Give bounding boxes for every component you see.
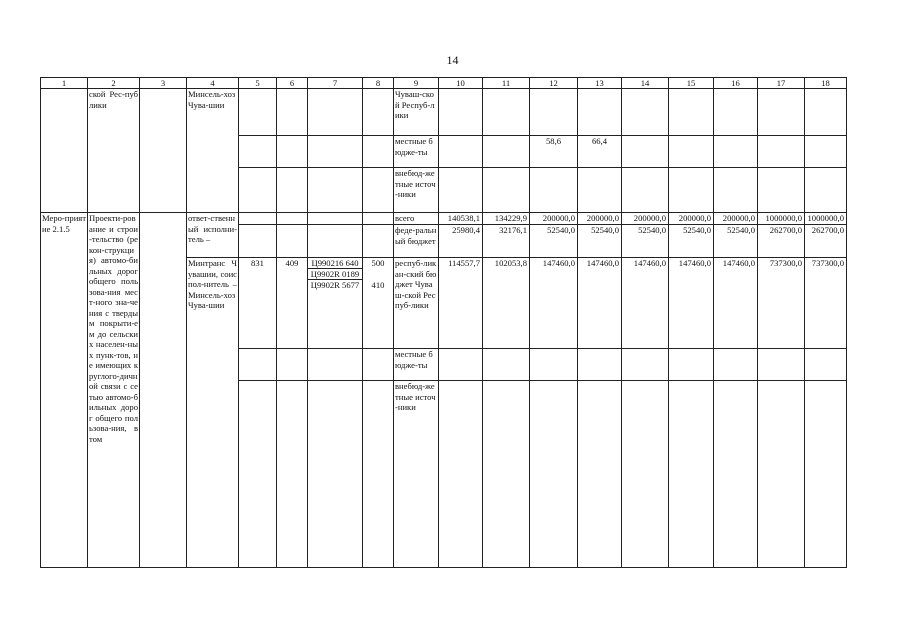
program-table [40, 77, 847, 568]
table-row [41, 213, 847, 225]
value-cell: 147460,0 [714, 258, 758, 349]
col-number: 16 [714, 78, 758, 89]
funding-source: всего [394, 213, 439, 225]
funding-source: респуб-ликан-ский бюджет Чуваш-ской Респуб-лики [394, 258, 439, 349]
cell [41, 89, 88, 213]
value-cell: 200000,0 [530, 213, 578, 225]
col-number: 6 [277, 78, 308, 89]
col-number: 1 [41, 78, 88, 89]
col-number: 10 [439, 78, 483, 89]
cell [308, 89, 363, 136]
value-cell: 66,4 [578, 136, 622, 168]
cell [140, 213, 187, 568]
vr-code: 410 [371, 279, 385, 290]
value-cell: 200000,0 [714, 213, 758, 225]
value-cell: 52540,0 [622, 225, 669, 258]
col-number: 5 [239, 78, 277, 89]
col-number: 17 [758, 78, 805, 89]
csr-code: Ц990216 640 [308, 258, 362, 269]
cell [140, 89, 187, 213]
vr-codes [363, 258, 394, 349]
value-cell: 32176,1 [483, 225, 530, 258]
csr-code: Ц9902R 5677 [308, 279, 362, 290]
value-cell: 52540,0 [530, 225, 578, 258]
value-cell: 737300,0 [805, 258, 847, 349]
col-number: 9 [394, 78, 439, 89]
value-cell: 52540,0 [578, 225, 622, 258]
value-cell: 25980,4 [439, 225, 483, 258]
funding-source: феде-ральный бюджет [394, 225, 439, 258]
measure-description: Проекти-рование и строи-тельство (рекон-струкция) автомо-бильных дорог общего пользова-ния мест-ного зна-чения с твердым покрыти-ем до сельских населен-ных пунк-тов, не имеющих круглого-дичной связи с сетью автомо-бильных дорог общего пользова-ния, в том [88, 213, 140, 568]
value-cell: 58,6 [530, 136, 578, 168]
value-cell: 114557,7 [439, 258, 483, 349]
col-number: 2 [88, 78, 140, 89]
col-number: 18 [805, 78, 847, 89]
csr-code: Ц9902R 0189 [308, 268, 362, 280]
funding-source: внебюд-жетные источ-ники [394, 168, 439, 213]
value-cell [483, 136, 530, 168]
funding-source: Чуваш-ской Респуб-лики [394, 89, 439, 136]
rzpr-code: 409 [277, 258, 308, 349]
description-cell: ской Рес-публики [88, 89, 140, 213]
col-number: 8 [363, 78, 394, 89]
value-cell: 147460,0 [530, 258, 578, 349]
value-cell: 134229,9 [483, 213, 530, 225]
value-cell: 147460,0 [669, 258, 714, 349]
cell [363, 89, 394, 136]
executor-bottom: Минтранс Чувашии, соиспол-нитель – Минсель-хоз Чува-шии [187, 258, 239, 568]
value-cell: 200000,0 [622, 213, 669, 225]
funding-source: местные бюдже-ты [394, 136, 439, 168]
value-cell: 200000,0 [578, 213, 622, 225]
value-cell: 1000000,0 [758, 213, 805, 225]
col-number: 11 [483, 78, 530, 89]
col-number: 13 [578, 78, 622, 89]
value-cell: 147460,0 [622, 258, 669, 349]
value-cell: 140538,1 [439, 213, 483, 225]
value-cell: 262700,0 [805, 225, 847, 258]
col-number: 15 [669, 78, 714, 89]
value-cell: 52540,0 [669, 225, 714, 258]
col-number: 4 [187, 78, 239, 89]
page-number: 14 [446, 53, 459, 67]
value-cell: 102053,8 [483, 258, 530, 349]
col-number: 7 [308, 78, 363, 89]
executor-top: ответ-ственный исполни-тель – [187, 213, 239, 258]
grbs-code: 831 [239, 258, 277, 349]
col-number: 12 [530, 78, 578, 89]
funding-source: местные бюдже-ты [394, 349, 439, 381]
vr-code: 500 [371, 258, 385, 268]
funding-source: внебюд-жетные источ-ники [394, 381, 439, 568]
value-cell: 147460,0 [578, 258, 622, 349]
col-number: 14 [622, 78, 669, 89]
value-cell: 200000,0 [669, 213, 714, 225]
cell [277, 89, 308, 136]
executor-cell: Минсель-хоз Чува-шии [187, 89, 239, 213]
value-cell [439, 136, 483, 168]
col-number: 3 [140, 78, 187, 89]
measure-label: Меро-приятие 2.1.5 [41, 213, 88, 568]
column-number-row [41, 78, 847, 89]
cell [239, 89, 277, 136]
value-cell: 262700,0 [758, 225, 805, 258]
value-cell: 737300,0 [758, 258, 805, 349]
value-cell: 1000000,0 [805, 213, 847, 225]
csr-codes [308, 258, 363, 349]
table-row [41, 89, 847, 136]
value-cell: 52540,0 [714, 225, 758, 258]
